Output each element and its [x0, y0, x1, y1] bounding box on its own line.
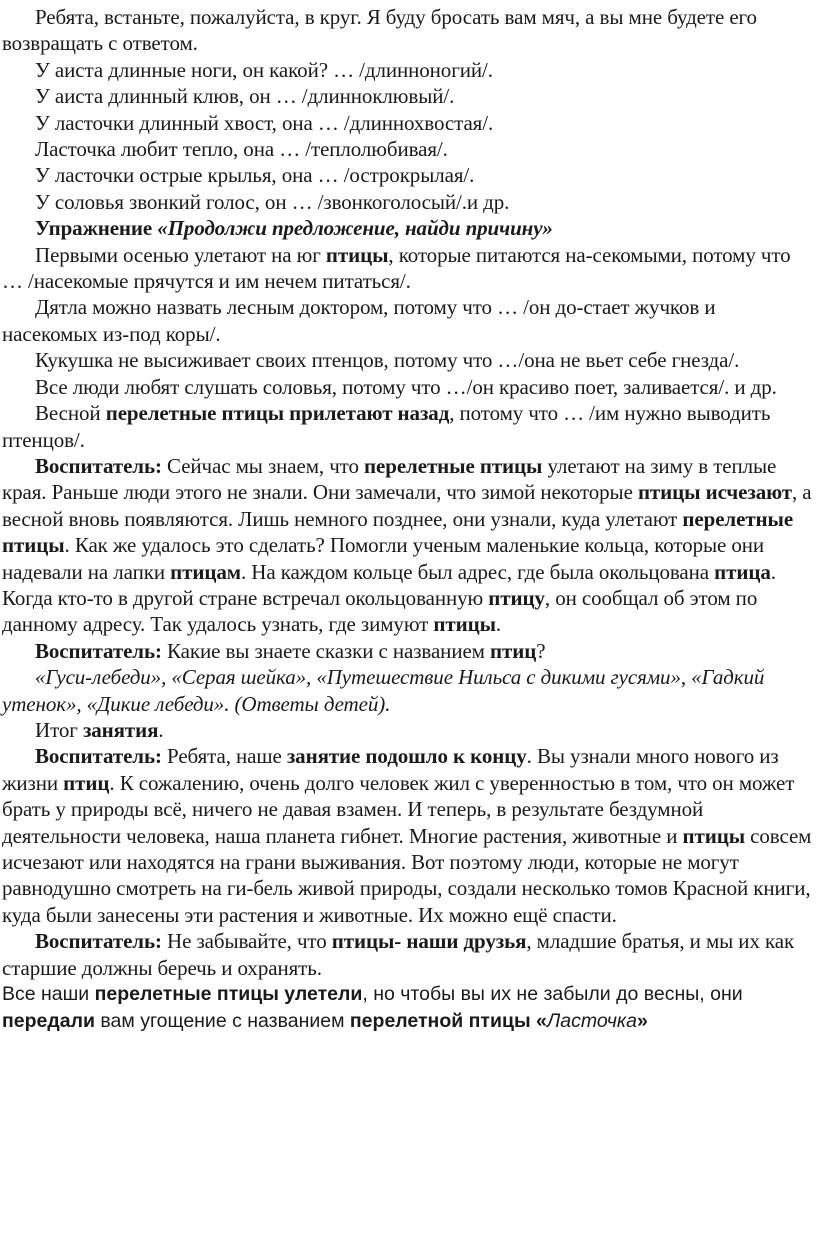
bold-text-segment: Воспитатель:: [35, 453, 162, 478]
bold-text-segment: птицы исчезают: [637, 480, 792, 505]
bold-text-segment: «: [530, 1009, 547, 1032]
text-segment: Какие вы знаете сказки с названием: [161, 638, 491, 663]
paragraph: [2, 374, 812, 400]
text-segment: Все люди любят слушать соловья, потому что …/он красиво поет, заливается/. и др.: [35, 374, 777, 399]
paragraph: [2, 347, 812, 373]
text-segment: . На каждом кольце был адрес, где была окольцована: [240, 559, 715, 584]
paragraph: [2, 215, 812, 241]
bold-text-segment: перелетные птицы: [364, 453, 543, 478]
paragraph: [2, 294, 812, 347]
text-segment: , младшие братья, и мы их как старшие должны беречь и охранять.: [2, 929, 795, 980]
bold-text-segment: птицу: [488, 585, 545, 610]
text-segment: . К сожалению, очень долго человек жил с уверенностью в том, что он может брать у природы всё, ничего не давая взамен. И теперь, в результате бездумной деятельности человека, наша планета гибнет. Многие растения, животные и: [2, 770, 795, 848]
bold-text-segment: передали: [2, 1009, 95, 1032]
bold-text-segment: перелетные птицы прилетают назад: [105, 401, 450, 426]
text-segment: , но чтобы вы их не забыли до весны, они: [362, 983, 743, 1006]
bold-text-segment: птицы: [682, 823, 745, 848]
bold-text-segment: птица: [714, 559, 771, 584]
paragraph: [2, 928, 812, 981]
paragraph: [2, 57, 812, 83]
text-segment: Все наши: [2, 983, 95, 1006]
bold-text-segment: птиц: [63, 770, 110, 795]
paragraph: [2, 83, 812, 109]
text-segment: , которые питаются на-секомыми, потому что … /насекомые прячутся и им нечем питаться/.: [2, 242, 791, 294]
bold-text-segment: »: [636, 1009, 648, 1032]
text-segment: . Вы узнали много нового из жизни: [2, 744, 779, 795]
text-segment: У аиста длинные ноги, он какой? … /длинноногий/.: [35, 57, 493, 82]
paragraph: [2, 242, 812, 295]
text-segment: Ласточка любит тепло, она … /теплолюбивая/.: [35, 137, 448, 162]
bold-text-segment: занятия: [82, 717, 159, 742]
bold-text-segment: Воспитатель:: [35, 929, 162, 954]
text-segment: Кукушка не высиживает своих птенцов, потому что …/она не вьет себе гнезда/.: [35, 348, 740, 373]
paragraph: [2, 136, 812, 162]
bold-text-segment: [157, 216, 553, 240]
text-segment: улетают на зиму в теплые края. Раньше люди этого не знали. Они замечали, что зимой некоторые: [2, 453, 777, 505]
paragraph: [2, 162, 812, 188]
text-segment: Ребята, встаньте, пожалуйста, в круг. Я буду бросать вам мяч, а вы мне будете его возвращать с ответом.: [2, 5, 757, 56]
text-segment: Весной: [35, 401, 106, 426]
bold-text-segment: Воспитатель:: [35, 744, 162, 769]
bold-text-segment: занятие подошло к концу: [286, 744, 527, 769]
text-segment: «Продолжи предложение, найди причину»: [157, 216, 553, 241]
text-segment: У аиста длинный клюв, он … /длинноклювый/.: [35, 84, 455, 109]
paragraph: [2, 110, 812, 136]
bold-text-segment: Воспитатель:: [35, 638, 162, 663]
text-segment: Сейчас мы знаем, что: [161, 453, 365, 478]
bold-text-segment: птиц: [490, 638, 537, 663]
bold-text-segment: птицы: [433, 612, 496, 637]
text-segment: У ласточки острые крылья, она … /острокрылая/.: [35, 163, 475, 188]
paragraph: [2, 981, 812, 1034]
paragraph: [2, 4, 812, 57]
paragraph: [2, 453, 812, 638]
bold-text-segment: перелетные птицы: [2, 506, 794, 558]
paragraph: [2, 664, 812, 717]
paragraph: [2, 189, 812, 215]
bold-text-segment: птицы: [325, 242, 389, 267]
text-segment: . Как же удалось это сделать? Помогли ученым маленькие кольца, которые они надевали на лапки: [2, 533, 765, 584]
text-segment: .: [495, 612, 502, 637]
bold-text-segment: перелетные птицы улетели: [94, 983, 363, 1006]
paragraph: [2, 743, 812, 928]
text-segment: , он сообщал об этом по данному адресу. Так удалось узнать, где зимуют: [2, 585, 758, 637]
bold-text-segment: птицам: [170, 559, 241, 584]
paragraph: [2, 717, 812, 743]
bold-text-segment: Упражнение: [35, 216, 158, 241]
text-segment: вам угощение с названием: [94, 1009, 350, 1032]
text-segment: Ребята, наше: [161, 744, 287, 769]
text-segment: У ласточки длинный хвост, она … /длиннохвостая/.: [35, 110, 494, 135]
text-segment: , а весной вновь появляются. Лишь немного позднее, они узнали, куда улетают: [2, 480, 812, 531]
bold-text-segment: птицы- наши друзья: [331, 929, 527, 954]
text-segment: Дятла можно назвать лесным доктором, потому что … /он до-стает жучков и насекомых из-под коры/.: [2, 295, 716, 346]
paragraph: [2, 400, 812, 453]
text-segment: .: [158, 717, 164, 742]
text-segment: У соловья звонкий голос, он … /звонкоголосый/.и др.: [35, 189, 510, 214]
text-segment: Первыми осенью улетают на юг: [35, 242, 326, 267]
italic-text-segment: Ласточка: [546, 1009, 637, 1032]
paragraph: [2, 638, 812, 664]
text-segment: , потому что … /им нужно выводить птенцов/.: [2, 401, 771, 452]
text-segment: ?: [536, 638, 546, 663]
bold-text-segment: перелетной птицы: [349, 1009, 531, 1032]
italic-text-segment: «Гуси-лебеди», «Серая шейка», «Путешествие Нильса с дикими гусями», «Гадкий утенок», «Дикие лебеди». (Ответы детей).: [2, 665, 765, 716]
text-segment: . Когда кто-то в другой стране встречал окольцованную: [2, 559, 776, 610]
text-segment: совсем исчезают или находятся на грани выживания. Вот поэтому люди, которые не могут равнодушно смотреть на ги-бель живой природы, создали несколько томов Красной книги, куда были занесены эти растения и животные. Их можно ещё спасти.: [2, 823, 812, 927]
text-segment: Не забывайте, что: [161, 929, 332, 954]
text-segment: Итог: [35, 717, 83, 742]
